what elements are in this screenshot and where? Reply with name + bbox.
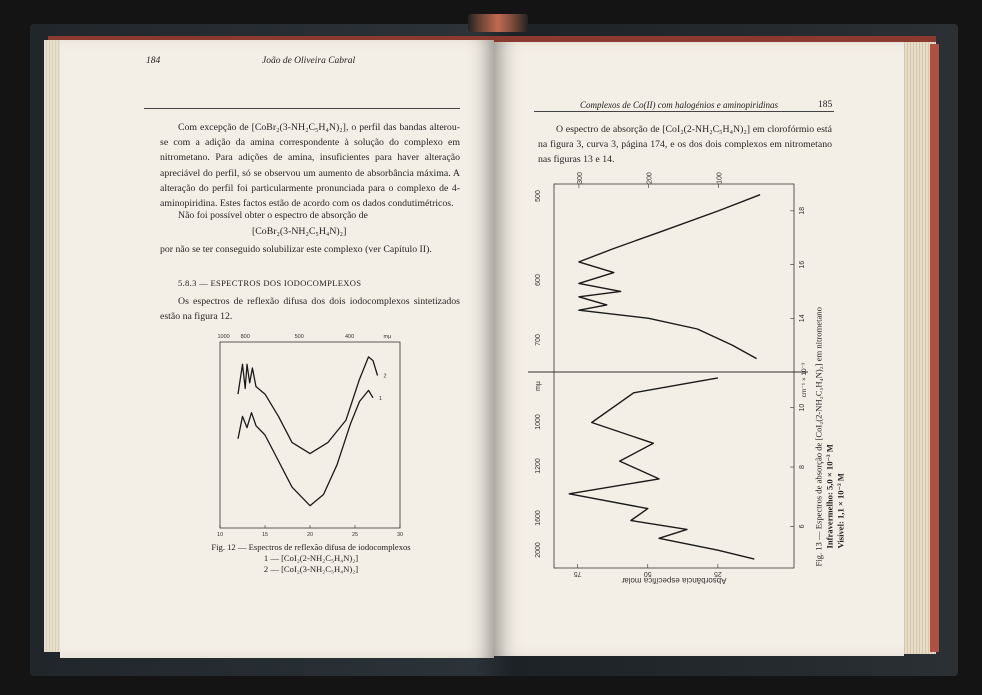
book-spine bbox=[468, 14, 528, 32]
figure-13-caption-line-2: Visível: 1,1 × 10⁻³ M bbox=[835, 473, 846, 549]
fig13-series-infravermelho bbox=[569, 378, 754, 559]
fig12-bottom-tick-label: 15 bbox=[261, 532, 269, 538]
left-page-number: 184 bbox=[146, 56, 161, 66]
figure-12-caption-line-2: 2 — [CoI₂(3-NH₂C₅H₄N)₂] bbox=[263, 564, 359, 574]
fig13-bottom-tick-label: 50 bbox=[643, 570, 652, 577]
fig12-bottom-tick-label: 20 bbox=[306, 532, 314, 538]
fig13-x-axis-label: cm⁻¹ × 10⁻³ bbox=[801, 362, 808, 398]
fig13-y-axis-label: Absorbância específica molar bbox=[621, 576, 727, 585]
fig13-bottom-tick-label: 25 bbox=[713, 570, 722, 577]
fig12-top-tick-label: 500 bbox=[294, 334, 304, 340]
fig13-right-tick-label: 16 bbox=[799, 260, 806, 269]
fig12-bottom-tick-label: 10 bbox=[216, 532, 224, 538]
left-paragraph-1: Com excepção de [CoBr₂(3-NH₂C₅H₄N)₂], o perfil das bandas alterou-se com a adição da amina correspondente à solução do complexo em nitrometano. Para adições de amina, insuficientes para haver alteração apreciável do perfil, só se observou um aumento de absorbância máxima. A alteração do perfil foi particularmente pronunciada para o complexo de 4-aminopiridina. Estes factos estão de acordo com os dados condutimétricos. bbox=[160, 122, 460, 210]
fig13-right-tick-label: 14 bbox=[799, 314, 806, 323]
fig12-bottom-tick-label: 30 bbox=[396, 532, 404, 538]
fig12-top-tick-label: 400 bbox=[345, 334, 355, 340]
fig12-series-2 bbox=[238, 357, 378, 454]
fig12-top-tick-label: 800 bbox=[240, 334, 250, 340]
fig13-top-tick-label: 200 bbox=[646, 172, 654, 184]
left-header-rule bbox=[144, 108, 460, 109]
fig13-left-tick-label: 700 bbox=[535, 334, 542, 346]
right-header-rule bbox=[534, 111, 834, 112]
fig13-left-tick-label: 500 bbox=[535, 190, 542, 202]
figure-13-chart bbox=[528, 168, 838, 588]
figure-13-caption bbox=[814, 287, 847, 567]
fig13-right-tick-label: 8 bbox=[799, 465, 806, 469]
left-paragraph-2: Não foi possível obter o espectro de absorção de bbox=[178, 210, 368, 221]
left-paragraph-3: por não se ter conseguido solubilizar este complexo (ver Capítulo II). bbox=[160, 244, 432, 255]
figure-12-caption bbox=[196, 542, 426, 575]
fig12-series-label: 1 bbox=[379, 395, 383, 402]
fig13-left-tick-label: 1200 bbox=[535, 458, 542, 474]
left-running-head: João de Oliveira Cabral bbox=[262, 56, 356, 66]
fig13-right-tick-label: 10 bbox=[799, 403, 806, 412]
fig13-left-tick-label: 1000 bbox=[535, 414, 542, 430]
figure-13-caption-line-1: Infravermelho: 5,0 × 10⁻³ M bbox=[824, 444, 835, 549]
fig13-series-visivel bbox=[579, 195, 760, 359]
left-formula: [CoBr₂(3-NH₂C₅H₄N)₂] bbox=[252, 226, 347, 237]
fig13-left-tick-label: 600 bbox=[535, 274, 542, 286]
figure-12-chart bbox=[212, 326, 408, 540]
fig12-series-label: 2 bbox=[383, 373, 387, 380]
figure-12-caption-line-1: 1 — [CoI₂(2-NH₂C₅H₄N)₂] bbox=[263, 553, 359, 563]
left-paragraph-4: Os espectros de reflexão difusa dos dois iodocomplexos sintetizados estão na figura 12. bbox=[160, 296, 460, 323]
fig13-right-tick-label: 6 bbox=[799, 524, 806, 529]
fig12-series-1 bbox=[238, 390, 373, 505]
cover-edge-right bbox=[930, 44, 939, 652]
fig12-top-tick-label: mµ bbox=[383, 334, 392, 340]
figure-12-caption-title: Fig. 12 — Espectros de reflexão difusa de iodocomplexos bbox=[211, 542, 411, 552]
figure-13-caption-title: Fig. 13 — Espectros de absorção de [CoI₂(2-NH₂C₅H₄N)₂] em nitrometano bbox=[813, 307, 824, 567]
fig13-top-tick-label: 100 bbox=[716, 172, 724, 184]
fig12-bottom-tick-label: 25 bbox=[351, 532, 359, 538]
fig13-left-tick-label: mµ bbox=[535, 381, 542, 391]
right-running-head: Complexos de Co(II) com halogénios e aminopiridinas bbox=[580, 100, 778, 110]
fig13-left-tick-label: 2000 bbox=[535, 542, 542, 558]
section-heading: 5.8.3 — ESPECTROS DOS IODOCOMPLEXOS bbox=[178, 278, 362, 288]
fig13-top-tick-label: 300 bbox=[576, 172, 584, 184]
right-paragraph-1: O espectro de absorção de [CoI₂(2-NH₂C₅H₄N)₂] em clorofórmio está na figura 3, curva 3, página 174, e os dos dois complexos em nitrometano nas figuras 13 e 14. bbox=[538, 124, 832, 166]
fig13-right-tick-label: 18 bbox=[799, 206, 806, 215]
fig13-bottom-tick-label: 75 bbox=[573, 570, 582, 577]
fig12-top-tick-label: 1000 bbox=[217, 334, 230, 340]
right-page-number: 185 bbox=[818, 100, 833, 110]
fig13-left-tick-label: 1600 bbox=[535, 510, 542, 526]
fig13-frame bbox=[554, 184, 794, 568]
